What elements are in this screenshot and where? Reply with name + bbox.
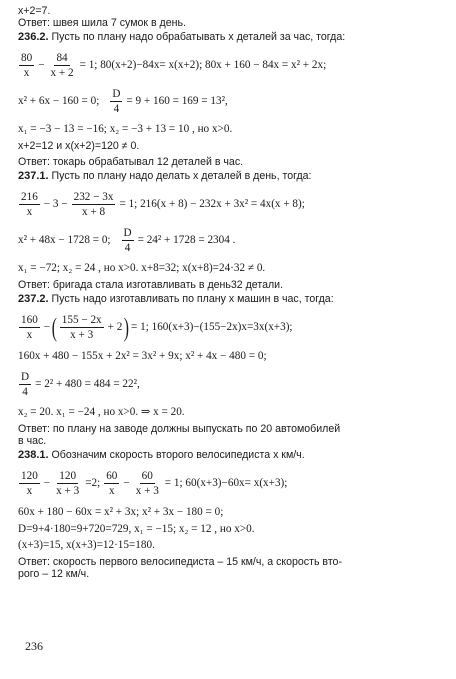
roots-238-1: D=9+4·180=9+720=729, x₁ = −15; x₂ = 12 , но x>0. xyxy=(18,522,255,535)
equation-237-1-a: $\frac{216}{x}$ − 3 − $\frac{232 - 3x}{x + 8}$ = 1; 216(x + 8) − 232x + 3x² = 4x(x + 8); xyxy=(21,191,305,219)
roots-237-1: x₁ = −72; x₂ = 24 , но x>0. x+8=32; x(x+8)=24·32 ≠ 0. xyxy=(18,262,266,275)
fraction: $\frac{80}{x}$ xyxy=(21,51,33,80)
answer-238-1-line1: Ответ: скорость первого велосипедиста – 15 км/ч, а скорость вто- xyxy=(18,556,342,569)
page-number: 236 xyxy=(25,639,43,653)
equation-237-1-b: x² + 48x − 1728 = 0; $\frac{D}{4}$ = 24² + 1728 = 2304 . xyxy=(18,226,236,255)
problem-237-2 xyxy=(18,293,446,306)
equation-236-2-b: x² + 6x − 160 = 0; $\frac{D}{4}$ = 9 + 160 = 169 = 13², xyxy=(18,87,228,115)
check-238-1: (x+3)=15, x(x+3)=12·15=180. xyxy=(18,539,155,552)
problem-text: Пусть по плану надо делать x деталей в день, тогда: xyxy=(48,170,312,183)
roots-237-2: x₂ = 20. x₁ = −24 , но x>0. ⇒ x = 20. xyxy=(18,406,185,419)
fraction: $\frac{60}{x}$ xyxy=(106,470,118,498)
problem-text: Обозначим скорость второго велосипедиста x км/ч. xyxy=(48,449,305,462)
roots-236-2: x₁ = −3 − 13 = −16; x₂ = −3 + 13 = 10 , но x>0. xyxy=(18,123,233,136)
fraction: $\frac{216}{x}$ xyxy=(21,191,38,219)
problem-text: Пусть по плану надо обрабатывать x деталей за час, тогда: xyxy=(48,31,346,44)
fraction: $\frac{160}{x}$ xyxy=(21,314,38,342)
answer-236-2: Ответ: токарь обрабатывал 12 деталей в час. xyxy=(18,156,244,169)
problem-number: 237.1. xyxy=(18,170,49,183)
problem-text: Пусть надо изготавливать по плану x машин в час, тогда: xyxy=(48,293,334,306)
answer-237-2-line2: в час. xyxy=(18,435,47,448)
equation-238-1-a: $\frac{120}{x}$ − $\frac{120}{x + 3}$ =2; $\frac{60}{x}$ − $\frac{60}{x + 3}$ = 1; 60(x+3)−60x= x(x+3); xyxy=(21,470,288,498)
fraction: $\frac{D}{4}$ xyxy=(21,370,30,398)
fraction: $\frac{60}{x + 3}$ xyxy=(135,470,159,498)
equation-238-1-b: 60x + 180 − 60x = x² + 3x; x² + 3x − 180 = 0; xyxy=(18,505,224,518)
equation-237-2-b: 160x + 480 − 155x + 2x² = 3x² + 9x; x² + 4x − 480 = 0; xyxy=(18,349,267,362)
problem-237-1 xyxy=(18,170,446,183)
right-paren: ) xyxy=(124,312,130,342)
fraction: $\frac{D}{4}$ xyxy=(123,226,132,255)
problem-number: 237.2. xyxy=(18,293,49,306)
problem-238-1 xyxy=(18,449,446,462)
answer-236-1: Ответ: швея шила 7 сумок в день. xyxy=(18,17,186,30)
page-content xyxy=(18,5,446,581)
line-01: x+2=7. xyxy=(18,5,51,17)
fraction: $\frac{155 - 2x}{x + 3}$ xyxy=(61,314,102,342)
answer-238-1-line2: рого – 12 км/ч. xyxy=(18,568,90,581)
fraction: $\frac{120}{x + 3}$ xyxy=(56,470,80,498)
problem-number: 238.1. xyxy=(18,449,49,462)
fraction: $\frac{232 - 3x}{x + 8}$ xyxy=(73,191,114,219)
equation-236-2-a: $\frac{80}{x}$ − $\frac{84}{x + 2}$ = 1; 80(x+2)−84x= x(x+2); 80x + 160 − 84x = x² + 2x; xyxy=(21,51,327,80)
equation-237-2-c: $\frac{D}{4}$ = 2² + 480 = 484 = 22², xyxy=(21,370,140,398)
fraction: $\frac{D}{4}$ xyxy=(112,87,121,115)
fraction: $\frac{84}{x + 2}$ xyxy=(50,51,74,80)
answer-237-2-line1: Ответ: по плану на заводе должны выпускать по 20 автомобилей xyxy=(18,423,341,436)
equation-237-2-a: $\frac{160}{x}$ − ( $\frac{155 - 2x}{x + 3}$ + 2 ) = 1; 160(x+3)−(155−2x)x=3x(x+3); xyxy=(21,312,293,342)
problem-236-2 xyxy=(18,31,446,44)
fraction: $\frac{120}{x}$ xyxy=(21,470,38,498)
check-236-2: x+2=12 и x(x+2)=120 ≠ 0. xyxy=(18,140,140,153)
left-paren: ( xyxy=(51,312,58,342)
problem-number: 236.2. xyxy=(18,31,49,44)
answer-237-1: Ответ: бригада стала изготавливать в день32 детали. xyxy=(18,279,284,292)
